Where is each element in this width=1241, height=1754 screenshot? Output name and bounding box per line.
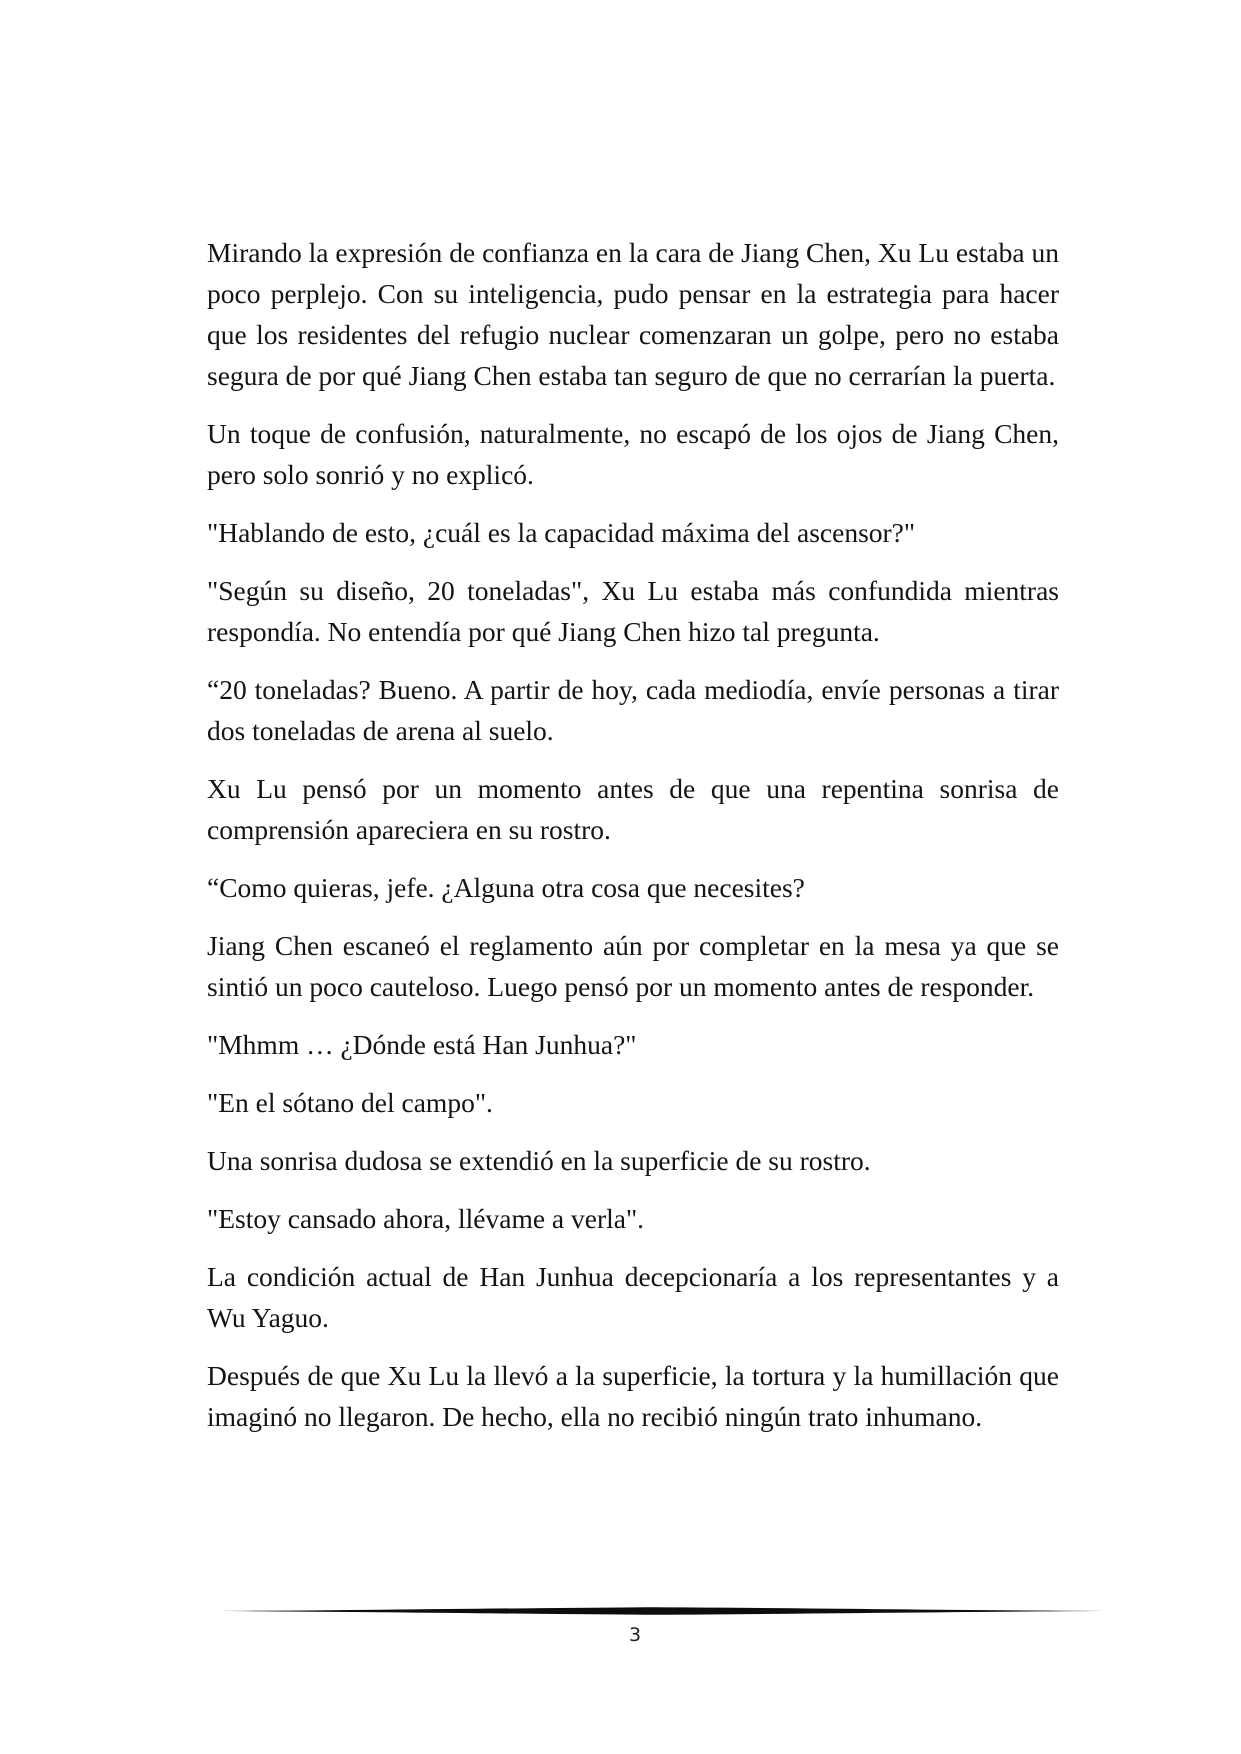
paragraph: Mirando la expresión de confianza en la cara de Jiang Chen, Xu Lu estaba un poco perplejo. Con su inteligencia, pudo pensar en la estrategia para hacer que los residentes del refugio nuclear comenzaran un golpe, pero no estaba segura de por qué Jiang Chen estaba tan seguro de que no cerrarían la puerta. xyxy=(207,237,1059,391)
paragraph: "Mhmm … ¿Dónde está Han Junhua?" xyxy=(207,1029,637,1060)
page-number: 3 xyxy=(628,1624,642,1646)
paragraph: Jiang Chen escaneó el reglamento aún por completar en la mesa ya que se sintió un poco cauteloso. Luego pensó por un momento antes de responder. xyxy=(207,930,1059,1002)
paragraph: Después de que Xu Lu la llevó a la superficie, la tortura y la humillación que imaginó no llegaron. De hecho, ella no recibió ningún trato inhumano. xyxy=(207,1360,1059,1432)
paragraph: “Como quieras, jefe. ¿Alguna otra cosa que necesites? xyxy=(207,872,805,903)
paragraph: Xu Lu pensó por un momento antes de que una repentina sonrisa de comprensión apareciera en su rostro. xyxy=(207,773,1059,845)
paragraph: "Estoy cansado ahora, llévame a verla". xyxy=(207,1203,645,1234)
paragraph: "En el sótano del campo". xyxy=(207,1087,493,1118)
paragraph: “20 toneladas? Bueno. A partir de hoy, cada mediodía, envíe personas a tirar dos toneladas de arena al suelo. xyxy=(207,674,1059,746)
paragraph: "Hablando de esto, ¿cuál es la capacidad máxima del ascensor?" xyxy=(207,517,916,548)
paragraph: Una sonrisa dudosa se extendió en la superficie de su rostro. xyxy=(207,1145,871,1176)
paragraph: Un toque de confusión, naturalmente, no escapó de los ojos de Jiang Chen, pero solo sonrió y no explicó. xyxy=(207,418,1059,490)
paragraph: "Según su diseño, 20 toneladas", Xu Lu estaba más confundida mientras respondía. No entendía por qué Jiang Chen hizo tal pregunta. xyxy=(207,575,1059,647)
footer-divider xyxy=(207,1604,1105,1618)
body-text xyxy=(207,232,1059,1454)
paragraph: La condición actual de Han Junhua decepcionaría a los representantes y a Wu Yaguo. xyxy=(207,1261,1059,1333)
